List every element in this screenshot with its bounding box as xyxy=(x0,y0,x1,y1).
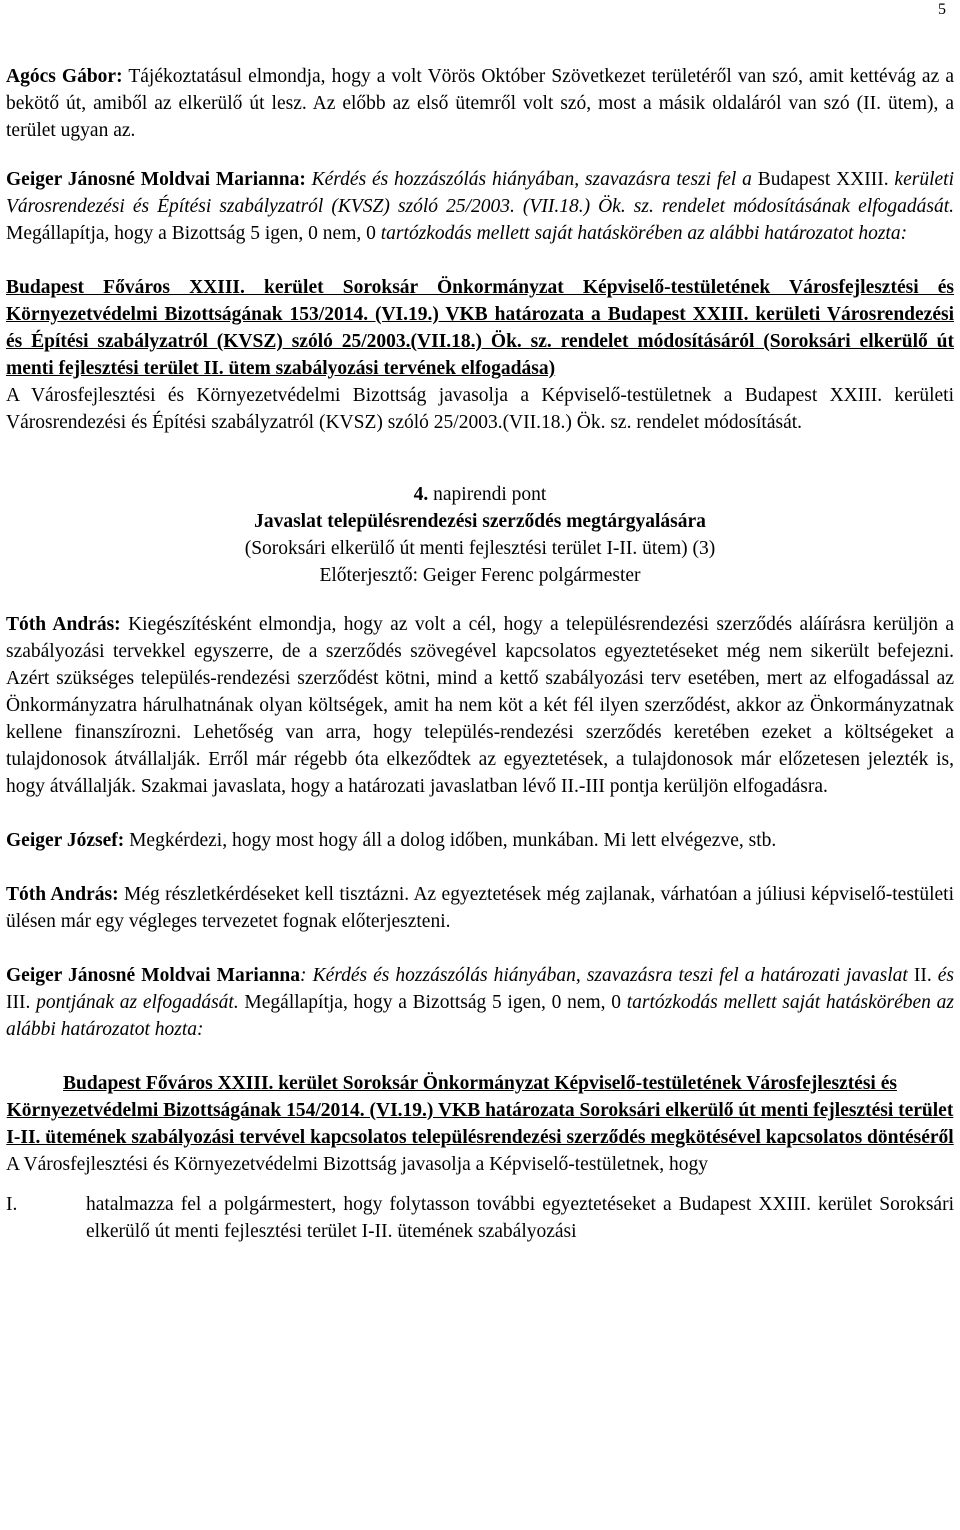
vote-text: tartózkodás mellett saját hatáskörében az alábbi határozatot hozta: xyxy=(6,992,954,1040)
agenda-title-text: Javaslat településrendezési szerződés megtárgyalására xyxy=(254,511,706,532)
vote-text: III. xyxy=(6,992,31,1013)
vote-text: kerületi Városrendezési és Építési szabályzatról (KVSZ) szóló 25/2003. (VII.18.) Ök. sz. rendelet módosításának elfogadását. xyxy=(6,169,954,217)
vote-text: pontjának az elfogadását. xyxy=(30,992,239,1013)
paragraph-text: Kiegészítésként elmondja, hogy az volt a cél, hogy a településrendezési szerződés aláírásra kerüljön a szabályozási tervekkel egyszerre, de a szerződés szövegével kapcsolatos egyeztetéseket még nem sikerült befejezni. Azért szükséges település-rendezési szerződést kötni, mind a kettő szabályozási terv esetében, mert az elfogadással az Önkormányzatra hárulhatnának olyan költségek, amit ha nem köt a két fél ilyen szerződést, akkor az Önkormányzatnak kellene finanszírozni. Lehetőség van arra, hogy település-rendezési szerződés keretében ezeket a költségeket a tulajdonosok átvállalják. Erről már régebb óta elkeződtek az egyeztetések, a tulajdonosok már előzetesen jelezték is, hogy átvállalják. Szakmai javaslata, hogy a határozati javaslatban lévő II.-III pontja kerüljön elfogadásra. xyxy=(6,614,954,797)
speaker-name: Geiger József: xyxy=(6,830,125,851)
resolution-title: Budapest Főváros XXIII. kerület Soroksár Önkormányzat Képviselő-testületének Városfejlesztési és Környezetvédelmi Bizottságának 154/2014. (VI.19.) VKB határozata Soroksári elkerülő út menti fejlesztési terület I-II. ütemének szabályozási tervével kapcsolatos településrendezési szerződés megkötésével kapcsolatos döntéséről xyxy=(6,1073,954,1148)
paragraph-vote-1 xyxy=(6,166,954,247)
vote-text: : Kérdés és hozzászólás hiányában, szavazásra teszi fel a határozati javaslat xyxy=(300,965,914,986)
paragraph-agocs xyxy=(6,63,954,144)
resolution-heading-154 xyxy=(6,1070,954,1151)
paragraph-geiger-jozsef xyxy=(6,827,954,854)
speaker-name: Tóth András: xyxy=(6,884,119,905)
resolution-title: Budapest Főváros XXIII. kerület Soroksár Önkormányzat Képviselő-testületének Városfejlesztési és Környezetvédelmi Bizottságának 153/2014. (VI.19.) VKB határozata a Budapest XXIII. kerületi Városrendezési és Építési szabályzatról (KVSZ) szóló 25/2003.(VII.18.) Ök. sz. rendelet módosításáról (Soroksári elkerülő út menti fejlesztési terület II. ütem szabályozási tervének elfogadása) xyxy=(6,277,954,379)
resolution-body-153: A Városfejlesztési és Környezetvédelmi Bizottság javasolja a Képviselő-testületnek a Budapest XXIII. kerületi Városrendezési és Építési szabályzatról (KVSZ) szóló 25/2003.(VII.18.) Ök. sz. rendelet módosítását. xyxy=(6,385,954,433)
speaker-name: Geiger Jánosné Moldvai Marianna xyxy=(6,965,301,986)
agenda-number xyxy=(6,481,954,508)
agenda-number-value: 4. xyxy=(413,484,429,505)
vote-text: Megállapítja, hogy a Bizottság 5 igen, 0 nem, 0 xyxy=(238,992,622,1013)
resolution-heading-153 xyxy=(6,274,954,382)
paragraph-toth-1 xyxy=(6,611,954,800)
vote-text: Megállapítja, hogy a Bizottság 5 igen, 0 nem, 0 xyxy=(6,223,376,244)
page-number: 5 xyxy=(938,1,946,18)
agenda-subtitle: (Soroksári elkerülő út menti fejlesztési terület I-II. ütem) (3) xyxy=(244,538,716,559)
speaker-name: Tóth András: xyxy=(6,614,121,635)
agenda-number-label: napirendi pont xyxy=(428,484,547,505)
list-number: I. xyxy=(6,1194,18,1215)
paragraph-text: Megkérdezi, hogy most hogy áll a dolog időben, munkában. Mi lett elvégezve, stb. xyxy=(124,830,777,851)
vote-text: II. xyxy=(913,965,932,986)
agenda-title xyxy=(6,508,954,535)
list-item xyxy=(6,1191,954,1245)
list-text: hatalmazza fel a polgármestert, hogy folytasson további egyeztetéseket a Budapest XXIII. kerület Soroksári elkerülő út menti fejlesztési terület I-II. ütemének szabályozási xyxy=(86,1194,954,1242)
document-body xyxy=(6,63,954,1245)
paragraph-text: Még részletkérdéseket kell tisztázni. Az egyeztetések még zajlanak, várhatóan a júliusi képviselő-testületi ülésen már egy végleges tervezetet fognak előterjeszteni. xyxy=(6,884,954,932)
agenda-presenter: Előterjesztő: Geiger Ferenc polgármester xyxy=(319,565,641,586)
speaker-name: Geiger Jánosné Moldvai Marianna: xyxy=(6,169,306,190)
speaker-name: Agócs Gábor: xyxy=(6,66,123,87)
paragraph-text: Tájékoztatásul elmondja, hogy a volt Vörös Október Szövetkezet területéről van szó, amit kettévág az a bekötő út, amiből az elkerülő út lesz. Az előbb az első ütemről volt szó, most a másik oldaláról van szó (II. ütem), a terület ugyan az. xyxy=(6,66,954,141)
resolution-body-154: A Városfejlesztési és Környezetvédelmi Bizottság javasolja a Képviselő-testületnek, hogy xyxy=(6,1154,708,1175)
vote-text: tartózkodás mellett saját hatáskörében az alábbi határozatot hozta: xyxy=(375,223,908,244)
vote-text: és xyxy=(931,965,954,986)
paragraph-toth-2 xyxy=(6,881,954,935)
paragraph-vote-2 xyxy=(6,962,954,1043)
vote-text: Budapest XXIII. xyxy=(757,169,889,190)
vote-text: Kérdés és hozzászólás hiányában, szavazásra teszi fel a xyxy=(305,169,758,190)
